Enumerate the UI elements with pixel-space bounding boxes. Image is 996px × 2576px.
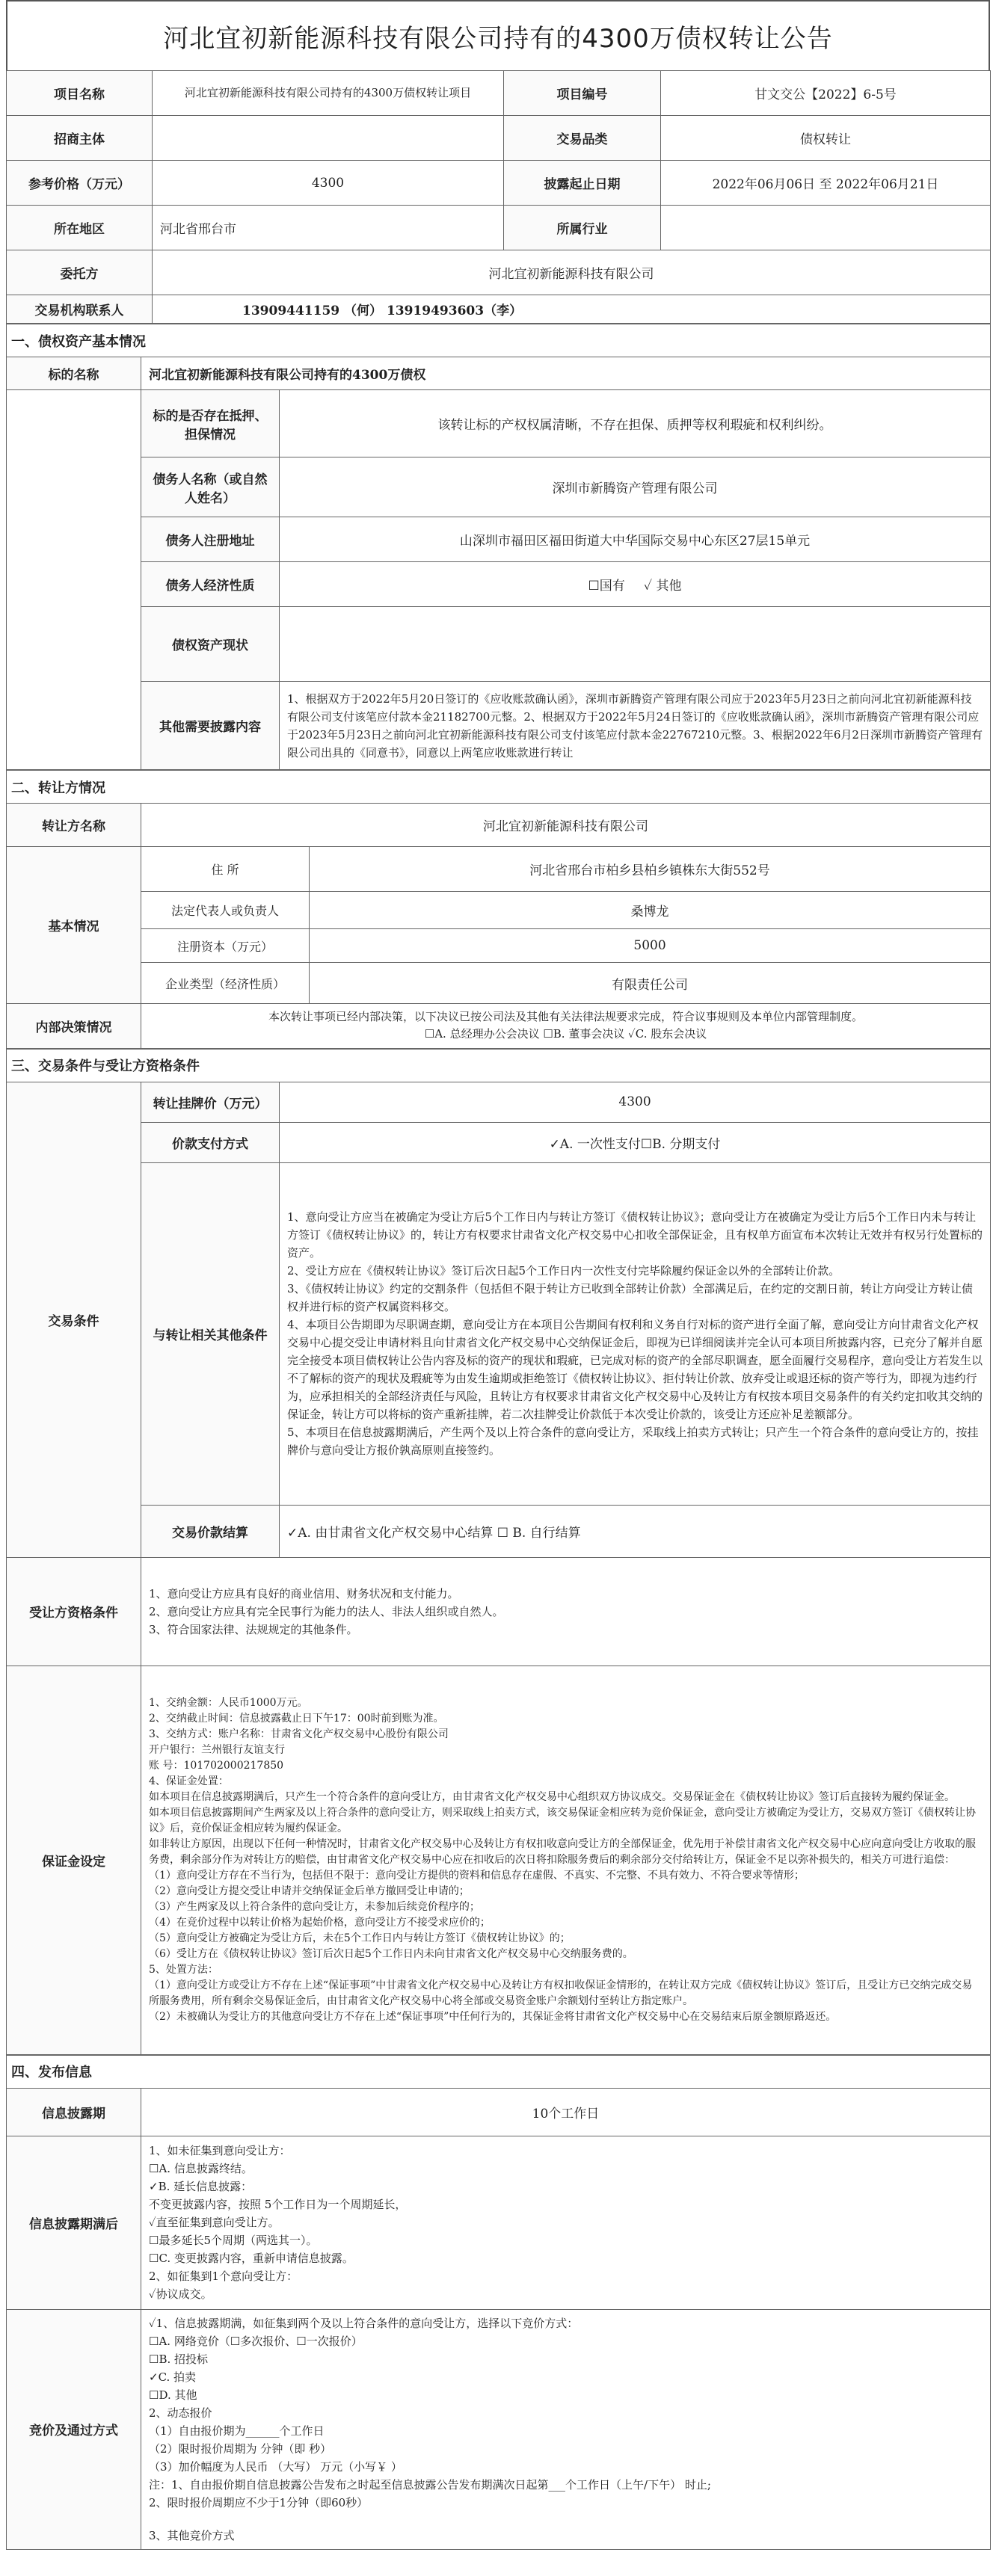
trade-type-label: 交易品类 <box>504 116 661 161</box>
project-no-label: 项目编号 <box>504 71 661 116</box>
qual-item-2: 2、意向受让方应具有完全民事行为能力的法人、非法人组织或自然人。 <box>149 1604 504 1618</box>
bid-line <box>149 2512 983 2527</box>
contact: 13909441159 （何） 13919493603（李） <box>153 295 991 324</box>
industry-label: 所属行业 <box>504 206 661 250</box>
section-4-table <box>6 2055 991 2550</box>
section-4-heading: 四、发布信息 <box>7 2055 991 2088</box>
qualification <box>141 1557 991 1666</box>
deposit-line: （5）意向受让方被确定为受让方后，未在5个工作日内与转让方签订《债权转让协议》的； <box>149 1932 571 1944</box>
decision-text: 本次转让事项已经内部决策，以下决议已按公司法及其他有关法律法规要求完成，符合议事规则及本单位内部管理制度。 <box>268 1010 864 1023</box>
residence-label: 住 所 <box>141 847 310 892</box>
entrust-label: 委托方 <box>7 250 153 295</box>
region: 河北省邢台市 <box>153 206 504 250</box>
expiry-label: 信息披露期满后 <box>7 2136 141 2309</box>
expiry-line: ✓直至征集到意向受让方。 <box>149 2216 280 2229</box>
address: 山深圳市福田区福田街道大中华国际交易中心东区27层15单元 <box>280 517 991 562</box>
section-2-heading: 二、转让方情况 <box>7 771 991 804</box>
bid-line: （2）限时报价周期为 分钟（即 秒） <box>149 2441 332 2456</box>
price: 4300 <box>153 161 504 206</box>
expiry-line: ✓协议成交。 <box>149 2287 212 2301</box>
project-name-label: 项目名称 <box>7 71 153 116</box>
debtor: 深圳市新腾资产管理有限公司 <box>280 457 991 517</box>
section-3-table <box>6 1049 991 2055</box>
bid-line: 2、限时报价周期应不少于1分钟（即60秒） <box>149 2495 369 2509</box>
bid-line: 注：1、自由报价期自信息披露公告发布之时起至信息披露公告发布期满次日起第___个工作日（上午/下午） 时止; <box>149 2477 711 2492</box>
subject: 河北宜初新能源科技有限公司持有的4300万债权 <box>141 357 991 390</box>
bid-line: ☐B. 招投标 <box>149 2352 209 2366</box>
deposit-line: 5、处置方法： <box>149 1963 218 1976</box>
status-label: 债权资产现状 <box>141 607 280 682</box>
deposit-line: 4、保证金处置： <box>149 1775 229 1787</box>
s1-blank-cell <box>7 390 141 770</box>
qual-item-3: 3、符合国家法律、法规规定的其他条件。 <box>149 1622 358 1636</box>
listing-price-label: 转让挂牌价（万元） <box>141 1082 280 1122</box>
expiry-line: ✓B. 延长信息披露： <box>149 2180 253 2193</box>
expiry-line: 2、如征集到1个意向受让方： <box>149 2270 298 2283</box>
contact-label: 交易机构联系人 <box>7 295 153 324</box>
invite-value <box>153 116 504 161</box>
basic-info-label: 基本情况 <box>7 847 141 1004</box>
bid-line: （1）自由报价期为______个工作日 <box>149 2424 325 2438</box>
payment: ✓A. 一次性支付☐B. 分期支付 <box>280 1122 991 1162</box>
header-table <box>6 70 991 324</box>
deposit-line: 1、交纳金额：人民币1000万元。 <box>149 1696 308 1709</box>
deposit-line: 2、交纳截止时间：信息披露截止日下午17：00时前到账为准。 <box>149 1712 444 1725</box>
nature-option-state: ☐国有 <box>588 579 625 594</box>
section-1-table <box>6 324 991 770</box>
period: 2022年06月06日 至 2022年06月21日 <box>661 161 991 206</box>
expiry-options <box>141 2136 991 2309</box>
page-title: 河北宜初新能源科技有限公司持有的4300万债权转让公告 <box>6 0 990 70</box>
entrust: 河北宜初新能源科技有限公司 <box>153 250 991 295</box>
bid-line: 3、其他竞价方式 <box>149 2528 235 2542</box>
related-item-3: 3、《债权转让协议》约定的交割条件（包括但不限于转让方已收到全部转让价款）全部满足后，在约定的交割日前，转让方向受让方转让债权并进行标的资产权属资料移交。 <box>287 1282 974 1313</box>
nature <box>280 562 991 607</box>
bid-line: ✓C. 拍卖 <box>149 2370 197 2384</box>
payment-label: 价款支付方式 <box>141 1122 280 1162</box>
deposit-label: 保证金设定 <box>7 1666 141 2054</box>
bidding-options <box>141 2309 991 2549</box>
expiry-line: ☐最多延长5个周期（两选其一）。 <box>149 2234 318 2247</box>
deposit-line: 如本项目在信息披露期满后，只产生一个符合条件的意向受让方，由甘肃省文化产权交易中心组织双方协议成交。交易保证金在《债权转让协议》签订后直接转为履约保证金。 <box>149 1790 955 1803</box>
deposit-line: 3、交纳方式：账户名称：甘肃省文化产权交易中心股份有限公司 <box>149 1728 449 1740</box>
other: 1、根据双方于2022年5月20日签订的《应收账款确认函》，深圳市新腾资产管理有限公司应于2023年5月23日之前向河北宜初新能源科技有限公司支付该笔应付款本金21182700元整。2、根据双方于2022年5月24日签订的《应收账款确认函》，深圳市新腾资产管理有限公司应于2023年5月23日之前向河北宜初新能源科技有限公司支付该笔应付款本金22767210元整。3、根据2022年6月2日深圳市新腾资产管理有限公司出具的《同意书》，同意以上两笔应收账款进行转让 <box>280 682 991 770</box>
section-1-heading: 一、债权资产基本情况 <box>7 324 991 357</box>
deposit-line: 如非转让方原因，出现以下任何一种情况时，甘肃省文化产权交易中心及转让方有权扣收意向受让方的全部保证金，优先用于补偿甘肃省文化产权交易中心应向意向受让方收取的服务费，剩余部分作为对转让方的赔偿，由甘肃省文化产权交易中心应在扣收后的次日将扣除服务费后的剩余部分交付给转让方，保证金不足以弥补损失的，相关方可进行追偿： <box>149 1837 976 1866</box>
decision <box>141 1004 991 1049</box>
pledge: 该转让标的产权权属清晰，不存在担保、质押等权利瑕疵和权利纠纷。 <box>280 390 991 457</box>
capital-label: 注册资本（万元） <box>141 929 310 963</box>
bid-line: ☐A. 网络竞价（☐多次报价、☐一次报价） <box>149 2334 363 2348</box>
related-conditions-label: 与转让相关其他条件 <box>141 1162 280 1505</box>
deposit-line: （2）意向受让方提交受让申请并交纳保证金后单方撤回受让申请的； <box>149 1885 470 1897</box>
capital: 5000 <box>310 929 991 963</box>
deposit-line: 开户银行：兰州银行友谊支行 <box>149 1743 285 1756</box>
nature-option-other: ✓ 其他 <box>644 579 682 594</box>
deposit-line: （3）产生两家及以上符合条件的意向受让方，未参加后续竞价程序的； <box>149 1900 480 1913</box>
legal-rep-label: 法定代表人或负责人 <box>141 892 310 929</box>
bid-line: ☐D. 其他 <box>149 2388 197 2402</box>
price-label: 参考价格（万元） <box>7 161 153 206</box>
deposit-line: 账 号：101702000217850 <box>149 1759 284 1772</box>
project-no: 甘文交公【2022】6-5号 <box>661 71 991 116</box>
section-3-heading: 三、交易条件与受让方资格条件 <box>7 1049 991 1082</box>
expiry-line: ☐A. 信息披露终结。 <box>149 2162 253 2175</box>
deposit <box>141 1666 991 2054</box>
other-label: 其他需要披露内容 <box>141 682 280 770</box>
project-name: 河北宜初新能源科技有限公司持有的4300万债权转让项目 <box>153 71 504 116</box>
expiry-line: 1、如未征集到意向受让方： <box>149 2144 291 2157</box>
residence: 河北省邢台市柏乡县柏乡镇株东大街552号 <box>310 847 991 892</box>
status <box>280 607 991 682</box>
related-item-1: 1、意向受让方应当在被确定为受让方后5个工作日内与转让方签订《债权转让协议》；意向受让方在被确定为受让方后5个工作日内未与转让方签订《债权转让协议》的，转让方有权要求甘肃省文化产权交易中心扣收全部保证金，且有权单方面宣布本次转让无效并有权另行处置标的资产。 <box>287 1210 983 1260</box>
disclosure-period: 10个工作日 <box>141 2088 991 2136</box>
legal-rep: 桑博龙 <box>310 892 991 929</box>
bidding-label: 竞价及通过方式 <box>7 2309 141 2549</box>
decision-options: ☐A. 总经理办公会决议 ☐B. 董事会决议 ✓C. 股东会决议 <box>424 1027 707 1041</box>
deposit-line: （1）意向受让方或受让方不存在上述“保证事项”中甘肃省文化产权交易中心及转让方有权扣收保证金情形的，在转让双方完成《债权转让协议》签订后，且受让方已交纳完成交易所服务费用，所有剩余交易保证金后，由甘肃省文化产权交易中心将全部或交易资金账户余额划付至转让方指定账户。 <box>149 1979 973 2007</box>
industry <box>661 206 991 250</box>
deposit-line: （1）意向受让方存在不当行为，包括但不限于：意向受让方提供的资料和信息存在虚假、不真实、不完整、不具有效力、不符合要求等情形； <box>149 1869 805 1882</box>
expiry-line: 不变更披露内容，按照 5个工作日为一个周期延长， <box>149 2198 407 2211</box>
settlement-label: 交易价款结算 <box>141 1505 280 1557</box>
section-2-table <box>6 770 991 1049</box>
debtor-label: 债务人名称（或自然人姓名） <box>141 457 280 517</box>
bid-line: 2、动态报价 <box>149 2406 212 2420</box>
subject-label: 标的名称 <box>7 357 141 390</box>
bid-line: （3）加价幅度为人民币 （大写） 万元（小写￥ ） <box>149 2459 402 2474</box>
period-label: 披露起止日期 <box>504 161 661 206</box>
qual-item-1: 1、意向受让方应具有良好的商业信用、财务状况和支付能力。 <box>149 1586 459 1600</box>
transferor-name-label: 转让方名称 <box>7 804 141 847</box>
transferor-name: 河北宜初新能源科技有限公司 <box>141 804 991 847</box>
nature-label: 债务人经济性质 <box>141 562 280 607</box>
announcement-page <box>6 0 990 2550</box>
related-item-2: 2、受让方应在《债权转让协议》签订后次日起5个工作日内一次性支付完毕除履约保证金以外的全部转让价款。 <box>287 1264 840 1278</box>
related-conditions <box>280 1162 991 1505</box>
trade-type: 债权转让 <box>661 116 991 161</box>
qualification-label: 受让方资格条件 <box>7 1557 141 1666</box>
deposit-line: （2）未被确认为受让方的其他意向受让方不存在上述“保证事项”中任何行为的，其保证金将甘肃省文化产权交易中心在交易结束后原金额原路返还。 <box>149 2010 837 2023</box>
deposit-line: （4）在竞价过程中以转让价格为起始价格，意向受让方不接受求应价的； <box>149 1916 491 1929</box>
company-type: 有限责任公司 <box>310 963 991 1004</box>
settlement: ✓A. 由甘肃省文化产权交易中心结算 ☐ B. 自行结算 <box>280 1505 991 1557</box>
decision-label: 内部决策情况 <box>7 1004 141 1049</box>
trade-conditions-label: 交易条件 <box>7 1082 141 1557</box>
listing-price: 4300 <box>280 1082 991 1122</box>
expiry-line: ☐C. 变更披露内容，重新申请信息披露。 <box>149 2252 354 2265</box>
related-item-4: 4、本项目公告期即为尽职调查期，意向受让方在本项目公告期间有权利和义务自行对标的资产进行全面了解，意向受让方向甘肃省文化产权交易中心提交受让申请材料且向甘肃省文化产权交易中心交纳保证金后，即视为已详细阅读并完全认可本项目所披露内容，已充分了解并自愿完全接受本项目债权转让公告内容及标的资产的现状和瑕疵，已完成对标的资产的全部尽职调查，愿全面履行交易程序，意向受让方若发生以不了解标的资产的现状及瑕疵等为由发生逾期或拒绝签订《债权转让协议》、拒付转让价款、放弃受让或退还标的资产等行为，即视为违约行为，应承担相关的全部经济责任与风险，且转让方有权要求甘肃省文化产权交易中心及转让方有权按本项目交易条件的有关约定扣收其交纳的保证金，转让方可以将标的资产重新挂牌，若二次挂牌受让价款低于本次受让价款的，该受让方还应补足差额部分。 <box>287 1318 983 1421</box>
pledge-label: 标的是否存在抵押、担保情况 <box>141 390 280 457</box>
related-item-5: 5、本项目在信息披露期满后，产生两个及以上符合条件的意向受让方，采取线上拍卖方式转让；只产生一个符合条件的意向受让方的，按挂牌价与意向受让方报价孰高原则直接签约。 <box>287 1426 979 1457</box>
company-type-label: 企业类型（经济性质） <box>141 963 310 1004</box>
region-label: 所在地区 <box>7 206 153 250</box>
deposit-line: （6）受让方在《债权转让协议》签订后次日起5个工作日内未向甘肃省文化产权交易中心交纳服务费的。 <box>149 1947 633 1960</box>
disclosure-period-label: 信息披露期 <box>7 2088 141 2136</box>
address-label: 债务人注册地址 <box>141 517 280 562</box>
bid-line: ✓1、信息披露期满，如征集到两个及以上符合条件的意向受让方，选择以下竞价方式： <box>149 2316 579 2330</box>
deposit-line: 如本项目信息披露期间产生两家及以上符合条件的意向受让方，则采取线上拍卖方式，该交易保证金相应转为竞价保证金，意向受让方被确定为受让方，交易双方签订《债权转让协议》后，竞价保证金相应转为履约保证金。 <box>149 1806 976 1834</box>
invite-label: 招商主体 <box>7 116 153 161</box>
